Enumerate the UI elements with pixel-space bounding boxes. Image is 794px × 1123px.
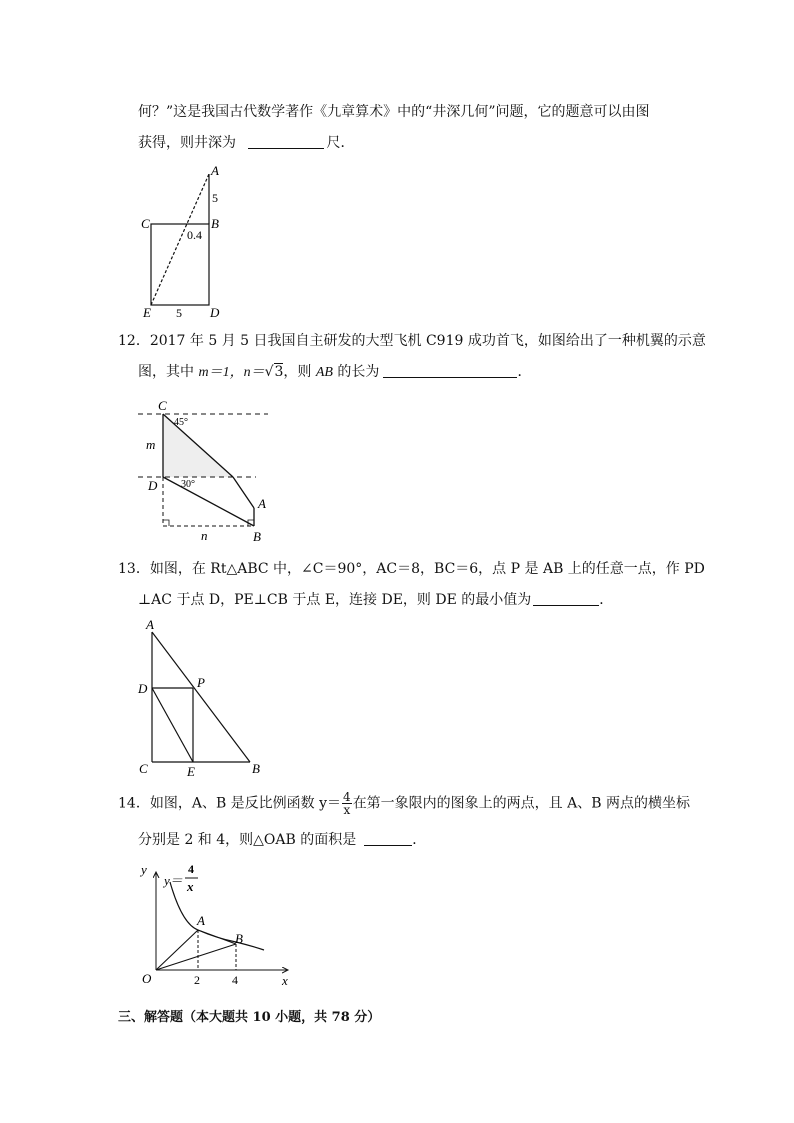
q13-answer-blank[interactable] xyxy=(533,591,599,606)
q12-line2-c: 的长为 xyxy=(332,364,380,380)
q12-line2-b: ，则 xyxy=(283,364,316,380)
q11-label-d: D xyxy=(210,305,220,320)
q12-label-n: n xyxy=(201,528,208,543)
q12-ab: AB xyxy=(315,365,333,380)
q13-line1 xyxy=(118,559,705,579)
q13-side-ab xyxy=(152,632,250,762)
q12-label-m: m xyxy=(146,437,156,452)
q14-fig-y-eq: y＝ xyxy=(164,873,183,888)
q14-figure xyxy=(138,858,298,988)
q12-label-c: C xyxy=(158,398,167,413)
q14-tick-2: 2 xyxy=(194,973,200,987)
q12-line2-end: ． xyxy=(517,364,532,380)
q13-line1-text: 如图，在 Rt△ABC 中，∠C＝90°，AC＝8，BC＝6，点 P 是 AB 上的任意一点，作 PD xyxy=(149,561,705,577)
section-3-heading: 三、解答题（本大题共 10 小题，共 78 分） xyxy=(118,1010,381,1025)
q11-answer-blank[interactable] xyxy=(248,134,324,149)
q13-label-c: C xyxy=(139,761,148,776)
q12-answer-blank[interactable] xyxy=(383,363,517,378)
q11-label-b: B xyxy=(211,216,219,231)
q11-label-a: A xyxy=(211,163,219,178)
q12-line1 xyxy=(118,331,706,351)
q14-frac-den: x xyxy=(343,803,351,817)
q13-label-b: B xyxy=(252,761,260,776)
q12-sqrt-radicand: 3 xyxy=(274,364,284,380)
q13-label-e: E xyxy=(187,764,195,779)
q14-seg-ab xyxy=(198,930,236,944)
q12-line2 xyxy=(138,362,531,383)
q14-label-y: y xyxy=(141,862,147,877)
q12-line1-text: 2017 年 5 月 5 日我国自主研发的大型飞机 C919 成功首飞，如图给出了一种机翼的示意 xyxy=(149,333,706,349)
q13-figure xyxy=(135,617,275,782)
q14-line1 xyxy=(118,791,690,816)
q12-n-eq: n＝ xyxy=(243,365,265,380)
q14-label-x: x xyxy=(282,973,288,988)
q11-label-segment: 0.4 xyxy=(187,228,202,242)
q12-sqrt: √3 xyxy=(264,364,284,380)
q11-label-ab-length: 5 xyxy=(212,191,218,205)
q13-line2-text: ⊥AC 于点 D，PE⊥CB 于点 E，连接 DE，则 DE 的最小值为 xyxy=(138,592,532,608)
q13-seg-de xyxy=(152,688,193,762)
q14-label-b: B xyxy=(235,931,243,946)
q11-figure xyxy=(130,160,240,325)
q14-fig-frac-num: 4 xyxy=(188,862,194,876)
q12-edge-db xyxy=(163,477,254,526)
q14-label-o: O xyxy=(142,971,152,986)
q11-line2-text: 获得，则井深为 xyxy=(138,135,236,151)
q14-frac-num: 4 xyxy=(343,790,351,804)
q14-tick-4: 4 xyxy=(232,973,238,987)
q14-answer-blank[interactable] xyxy=(364,831,412,846)
q12-angle-30: 30° xyxy=(181,479,195,490)
q11-label-e: E xyxy=(143,305,151,320)
q11-line2 xyxy=(138,133,354,153)
q12-label-b: B xyxy=(253,529,261,544)
q13-label-p: P xyxy=(197,675,205,690)
q12-m-eq: m＝1， xyxy=(198,365,244,380)
q12-line2-a: 图，其中 xyxy=(138,364,199,380)
q14-seg-oa xyxy=(156,930,198,970)
q14-line1-b: 在第一象限内的图象上的两点，且 A、B 两点的横坐标 xyxy=(352,795,690,812)
q14-curve xyxy=(170,882,264,950)
q12-right-angle-mark xyxy=(163,520,169,526)
q14-fig-frac-den: x xyxy=(187,879,194,894)
q12-label-d: D xyxy=(148,478,158,493)
q13-line2-end: ． xyxy=(599,592,614,608)
q13-label-d: D xyxy=(138,681,148,696)
q14-seg-ob xyxy=(156,944,236,970)
q12-angle-45: 45° xyxy=(174,417,188,428)
q12-number: 12． xyxy=(118,333,150,349)
q11-line2-end: 尺． xyxy=(326,135,355,151)
q14-line2-text: 分别是 2 和 4，则△OAB 的面积是 xyxy=(138,832,357,848)
q13-line2 xyxy=(138,590,613,610)
q11-label-ed-length: 5 xyxy=(176,306,182,320)
q13-number: 13． xyxy=(118,561,150,577)
q14-label-a: A xyxy=(197,913,205,928)
q12-label-a: A xyxy=(258,496,266,511)
q13-label-a: A xyxy=(146,617,154,632)
q12-figure xyxy=(138,395,278,545)
q14-line2 xyxy=(138,830,426,850)
q12-edge-a xyxy=(233,477,254,508)
q11-label-c: C xyxy=(141,216,150,231)
q14-number: 14． xyxy=(118,795,150,812)
q11-line1: 何？”这是我国古代数学著作《九章算术》中的“井深几何”问题，它的题意可以由图 xyxy=(138,104,650,120)
q14-line2-end: ． xyxy=(412,832,427,848)
q14-line1-a: 如图，A、B 是反比例函数 y＝ xyxy=(149,795,342,812)
q14-fraction xyxy=(342,791,352,816)
